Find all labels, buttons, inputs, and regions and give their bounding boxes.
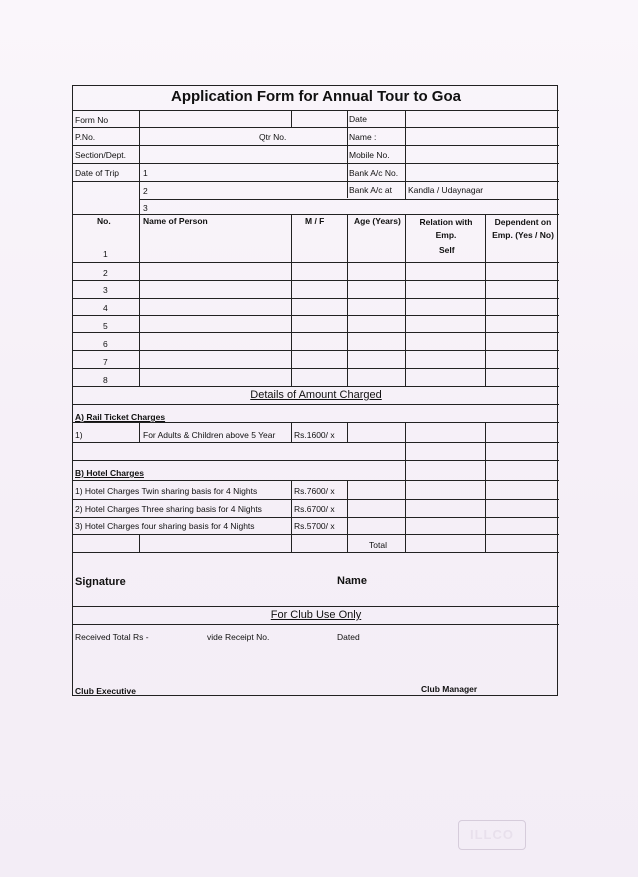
bank-ac-at-label: Bank A/c at xyxy=(349,185,392,195)
rule xyxy=(73,110,559,111)
hotel-heading: B) Hotel Charges xyxy=(75,468,144,478)
rule xyxy=(73,499,559,500)
hotel-item-label: 3) Hotel Charges four sharing basis for 4 Nights xyxy=(75,521,255,531)
col-age-header: Age (Years) xyxy=(354,216,401,226)
hotel-item-rate: Rs.5700/ x xyxy=(294,521,335,531)
rule xyxy=(347,110,348,198)
rule xyxy=(73,368,559,369)
rule xyxy=(139,422,140,442)
hotel-item-label: 2) Hotel Charges Three sharing basis for 4 Nights xyxy=(75,504,262,514)
rule xyxy=(73,624,559,625)
name-field-label: Name : xyxy=(349,132,377,142)
rail-rate: Rs.1600/ x xyxy=(294,430,335,440)
amount-section-title: Details of Amount Charged xyxy=(250,389,382,401)
person-row-no: 8 xyxy=(103,375,108,385)
club-section-title: For Club Use Only xyxy=(270,609,362,621)
total-label: Total xyxy=(369,540,387,550)
rule xyxy=(73,332,559,333)
trip-option-2: 2 xyxy=(143,186,148,196)
rule xyxy=(73,315,559,316)
rule xyxy=(73,163,559,164)
rule xyxy=(347,214,348,386)
person-row-no: 5 xyxy=(103,321,108,331)
rule xyxy=(73,517,559,518)
person-row-no: 3 xyxy=(103,285,108,295)
rule xyxy=(405,110,406,199)
rule xyxy=(73,262,559,263)
rule xyxy=(73,350,559,351)
rule xyxy=(139,110,140,386)
rule xyxy=(73,280,559,281)
application-form xyxy=(72,85,558,696)
rule xyxy=(291,110,292,128)
rule xyxy=(73,145,559,146)
hotel-item-rate: Rs.7600/ x xyxy=(294,486,335,496)
receipt-no-label: vide Receipt No. xyxy=(207,632,270,642)
trip-option-1: 1 xyxy=(143,168,148,178)
rule xyxy=(73,298,559,299)
rule xyxy=(347,422,348,442)
faded-stamp: ILLCO xyxy=(458,820,526,850)
rule xyxy=(73,181,559,182)
rule xyxy=(73,552,559,553)
rail-item-no: 1) xyxy=(75,430,83,440)
person-row-no: 1 xyxy=(103,249,108,259)
rule xyxy=(291,480,292,552)
rail-item-label: For Adults & Children above 5 Year xyxy=(143,430,276,440)
club-manager-label: Club Manager xyxy=(421,684,478,694)
rail-heading: A) Rail Ticket Charges xyxy=(75,412,166,422)
self-label: Self xyxy=(439,245,455,255)
signature-label: Signature xyxy=(75,576,126,588)
rule xyxy=(73,404,559,405)
rule xyxy=(405,214,406,386)
hotel-item-label: 1) Hotel Charges Twin sharing basis for 4 Nights xyxy=(75,486,258,496)
rule xyxy=(405,422,406,552)
col-relation-header: Relation with Emp. xyxy=(419,217,473,240)
rule xyxy=(73,460,559,461)
col-mf-header: M / F xyxy=(305,216,325,226)
date-of-trip-label: Date of Trip xyxy=(75,168,119,178)
rule xyxy=(73,127,559,128)
col-name-header: Name of Person xyxy=(143,216,208,226)
rule xyxy=(291,214,292,386)
rule xyxy=(73,480,559,481)
rule xyxy=(139,199,559,200)
rule xyxy=(485,214,486,386)
section-label: Section/Dept. xyxy=(75,150,127,160)
club-executive-label: Club Executive xyxy=(75,686,136,696)
p-no-label: P.No. xyxy=(75,132,96,142)
rule xyxy=(347,480,348,552)
received-total-label: Received Total Rs - xyxy=(75,632,149,642)
rule xyxy=(73,386,559,387)
dated-label: Dated xyxy=(337,632,360,642)
bank-location: Kandla / Udaynagar xyxy=(408,185,484,195)
trip-option-3: 3 xyxy=(143,203,148,213)
rule xyxy=(73,534,559,535)
qtr-no-label: Qtr No. xyxy=(259,132,287,142)
date-label: Date xyxy=(349,114,367,124)
hotel-item-rate: Rs.6700/ x xyxy=(294,504,335,514)
rule xyxy=(73,442,559,443)
col-no-header: No. xyxy=(97,216,111,226)
person-row-no: 4 xyxy=(103,303,108,313)
rule xyxy=(139,534,140,552)
rule xyxy=(73,214,559,215)
person-row-no: 6 xyxy=(103,339,108,349)
name-label: Name xyxy=(337,575,367,587)
form-title: Application Form for Annual Tour to Goa xyxy=(171,88,461,105)
rule xyxy=(73,422,559,423)
person-row-no: 2 xyxy=(103,268,108,278)
rule xyxy=(485,422,486,552)
rule xyxy=(291,422,292,442)
bank-ac-no-label: Bank A/c No. xyxy=(349,168,399,178)
person-row-no: 7 xyxy=(103,357,108,367)
form-no-label: Form No xyxy=(75,115,109,125)
mobile-label: Mobile No. xyxy=(349,150,390,160)
col-dependent-header: Dependent on Emp. (Yes / No) xyxy=(492,217,554,240)
rule xyxy=(73,606,559,607)
